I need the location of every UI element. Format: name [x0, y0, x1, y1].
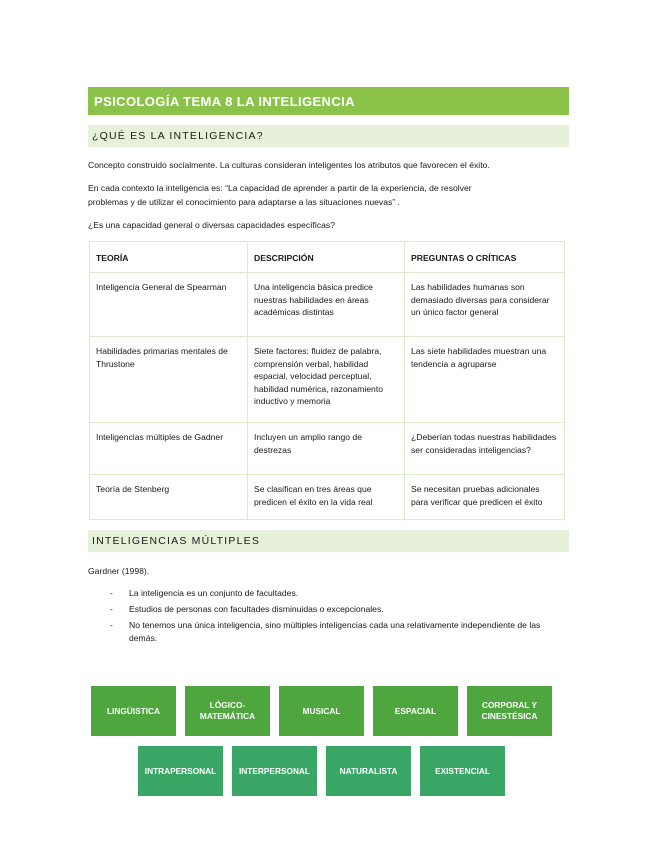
table-cell-theory: Teoría de Stenberg [90, 475, 248, 520]
document-title: PSICOLOGÍA TEMA 8 LA INTELIGENCIA [88, 87, 569, 115]
paragraph-definition-line1: En cada contexto la inteligencia es: “La capacidad de aprender a partir de la experiencia, de resolver [88, 183, 472, 193]
paragraph-definition [88, 181, 569, 209]
table-row [90, 475, 565, 520]
list-item: - Estudios de personas con facultades disminuidas o excepcionales. [88, 603, 569, 616]
table-header-row [90, 242, 565, 273]
table-row [90, 273, 565, 337]
table-cell-theory: Habilidades primarias mentales de Thrustone [90, 337, 248, 423]
paragraph-definition-line2: problemas y de utilizar el conocimiento para adaptarse a las situaciones nuevas” . [88, 197, 400, 207]
theories-table [89, 241, 565, 520]
paragraph-concept: Concepto construido socialmente. La culturas consideran inteligentes los atributos que favorecen el éxito. [88, 160, 490, 170]
list-item: - No tenemos una única inteligencia, sino múltiples inteligencias cada una relativamente independiente de las demás. [88, 619, 569, 645]
intelligence-box-bodily-kinesthetic: CORPORAL Y CINESTÉSICA [467, 686, 552, 736]
section-heading-what-is-intelligence: ¿QUÉ ES LA INTELIGENCIA? [88, 125, 569, 147]
intelligence-box-linguistic: LINGÜISTICA [91, 686, 176, 736]
intelligence-box-interpersonal: INTERPERSONAL [232, 746, 317, 796]
table-cell-theory: Inteligencia General de Spearman [90, 273, 248, 337]
table-cell-theory: Inteligencias múltiples de Gadner [90, 423, 248, 475]
table-cell-description: Se clasifican en tres áreas que predicen el éxito en la vida real [248, 475, 405, 520]
table-cell-criticism: Se necesitan pruebas adicionales para verificar que predicen el éxito [405, 475, 565, 520]
intelligence-box-logical-mathematical: LÓGICO-MATEMÁTICA [185, 686, 270, 736]
table-row [90, 423, 565, 475]
bullet-list [88, 587, 569, 645]
table-cell-criticism: Las habilidades humanas son demasiado diversas para considerar un único factor general [405, 273, 565, 337]
list-item: - La inteligencia es un conjunto de facultades. [88, 587, 569, 600]
intelligence-box-naturalist: NATURALISTA [326, 746, 411, 796]
intelligence-box-spatial: ESPACIAL [373, 686, 458, 736]
source-citation: Gardner (1998). [88, 566, 150, 576]
intelligence-box-musical: MUSICAL [279, 686, 364, 736]
table-cell-criticism: ¿Deberían todas nuestras habilidades ser consideradas inteligencias? [405, 423, 565, 475]
document-page [88, 87, 569, 648]
table-row [90, 337, 565, 423]
table-header-theory: TEORÍA [90, 242, 248, 273]
section-heading-multiple-intelligences: INTELIGENCIAS MÚLTIPLES [88, 530, 569, 552]
table-cell-criticism: Las siete habilidades muestran una tendencia a agruparse [405, 337, 565, 423]
table-header-criticism: PREGUNTAS O CRÍTICAS [405, 242, 565, 273]
table-cell-description: Siete factores: fluidez de palabra, comprensión verbal, habilidad espacial, velocidad perceptual, habilidad numérica, razonamiento inductivo y memoria [248, 337, 405, 423]
table-cell-description: Incluyen un amplio rango de destrezas [248, 423, 405, 475]
table-cell-description: Una inteligencia básica predice nuestras habilidades en áreas académicas distintas [248, 273, 405, 337]
intelligence-box-existential: EXISTENCIAL [420, 746, 505, 796]
paragraph-question: ¿Es una capacidad general o diversas capacidades específicas? [88, 220, 335, 230]
intelligence-box-intrapersonal: INTRAPERSONAL [138, 746, 223, 796]
table-header-description: DESCRIPCIÓN [248, 242, 405, 273]
